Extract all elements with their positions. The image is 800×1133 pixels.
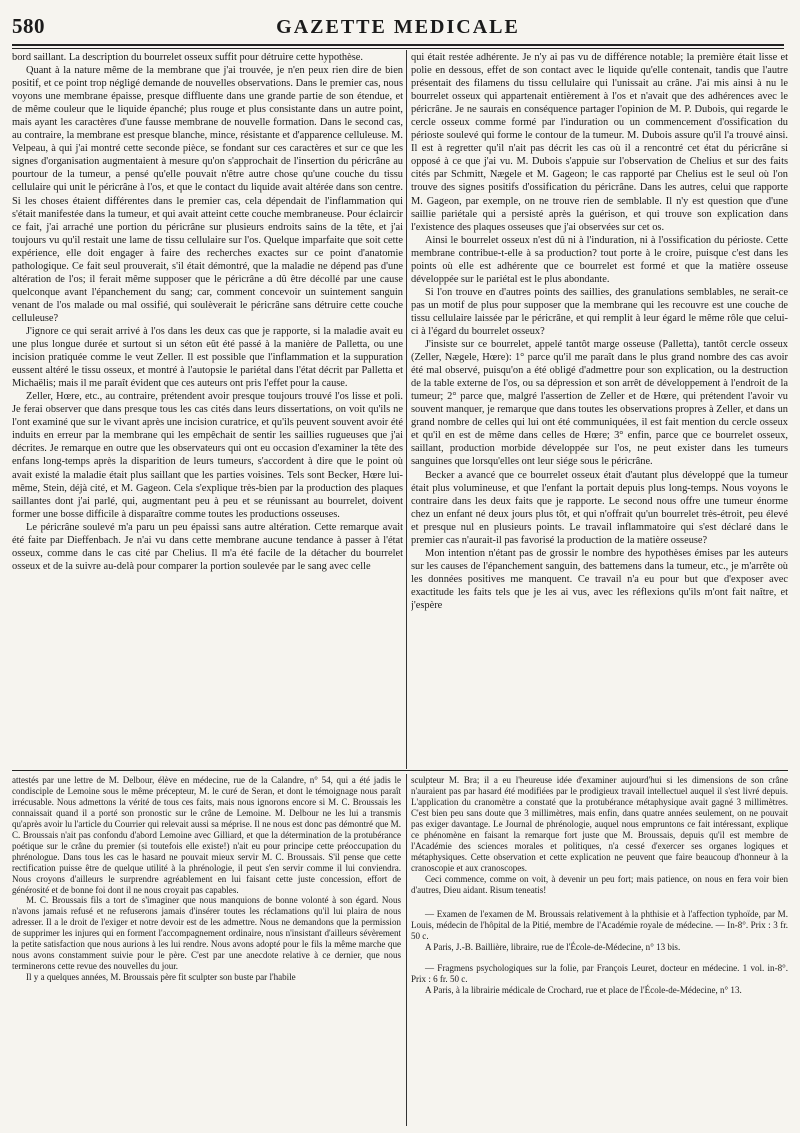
footer-column-right	[411, 775, 788, 1127]
footer-paragraph: Ceci commence, comme on voit, à devenir un peu fort; mais patience, on nous en fera voir bien d'autres, Dieu aidant. Risum teneatis!	[411, 873, 788, 895]
footer-paragraph: attestés par une lettre de M. Delbour, élève en médecine, rue de la Calandre, n° 54, qui a été jadis le condisciple de Lemoine sous le même précepteur, M. le curé de Seran, et dont le témoignage nous paraît irrécusable. Nous admettons la vérité de tous ces faits, mais nous ignorons encore si M. C. Broussais les connaissait quand il a porté son pronostic sur le crâne de Lemoine. M. Delbour ne les lui a transmis qu'après avoir lu l'article du Courrier qui relevait aussi sa méprise. Il ne nous est donc pas démontré que M. C. Broussais n'ait pas confondu d'abord Lemoine avec Gilliard, et que la détermination de la protubérance poétique sur le crâne du premier (si toutefois elle existe!) n'ait eu pour principe cette préoccupation du phrénologue. Dans tous les cas le hasard ne pouvait mieux servir M. C. Broussais. S'il pense que cette rectification puisse être de quelque utilité à la phrénologie, il peut s'en servir comme il lui conviendra. Nous croyons d'ailleurs le surprendre agréablement en lui faisant cette juste concession, effort de générosité et de bonne foi dont il ne nous croyait pas capables.	[12, 775, 401, 895]
page-header	[12, 14, 784, 44]
paragraph: bord saillant. La description du bourrelet osseux suffit pour détruire cette hypothèse.	[12, 52, 363, 63]
paragraph: Si l'on trouve en d'autres points des saillies, des granulations semblables, ne serait-ce pas un motif de plus pour supposer que la membrane qui les recouvre est une couche de tissu cellulaire laissée par le péricrâne, et qui remplit à leur égard le même rôle que celui-ci à l'égard du bourrelet osseux?	[411, 286, 788, 337]
page-number: 580	[12, 14, 45, 38]
footer-paragraph: sculpteur M. Bra; il a eu l'heureuse idée d'examiner aujourd'hui si les dimensions de son crâne n'auraient pas par hasard été modifiées par le prodigieux travail intellectuel auquel il s'est livré depuis. L'application du cranomètre a constaté que la protubérance métaphysique avait gagné 3 millimètres. C'est bien peu sans doute que 3 millimètres, mais enfin, dans quatre années seulement, on ne pouvait pas exiger davantage. Le Journal de phrénologie, auquel nous empruntons ce fait intéressant, explique ce phénomène en faisant la remarque fort juste que M. Broussais, depuis qu'il est membre de l'Académie des sciences morales et politiques, n'a cessé d'exercer ses organes logiques et métaphysiques. Cette observation et cette explication ne peuvent que faire beaucoup d'honneur à la cranoscopie et aux cranoscopes.	[411, 775, 788, 873]
column-divider	[406, 50, 407, 769]
main-column-left	[12, 51, 403, 768]
header-rule	[12, 44, 784, 46]
bibliography-publisher: A Paris, à la librairie médicale de Crochard, rue et place de l'École-de-Médecine, n° 13.	[425, 985, 742, 996]
paragraph: J'ignore ce qui serait arrivé à l'os dans les deux cas que je rapporte, si la maladie avait eu une plus longue durée et surtout si un séton eût été passé à la manière de Palletta, ou une incision pratiquée comme le veut Zeller. Il est possible que l'inflammation et la suppuration eussent altéré le tissu osseux, et montré à l'autopsie le pariétal dans l'état décrit par Palletta et Michaëlis; mais il me paraît évident que ces auteurs ont pris l'effet pour la cause.	[12, 325, 403, 390]
bibliography-entry: — Examen de l'examen de M. Broussais relativement à la phthisie et à l'affection typhoïde, par M. Louis, médecin de l'hôpital de la Pitié, membre de l'Académie royale de médecine. — In-8°. Prix : 3 fr. 50 c.	[411, 909, 788, 942]
paragraph: Le péricrâne soulevé m'a paru un peu épaissi sans autre altération. Cette remarque avait été faite par Dieffenbach. Je n'ai vu dans cette membrane aucune tendance à passer à l'état osseux, comme dans le cas cité par Chelius. Il m'a été facile de la détacher du bourrelet osseux et de la suivre au-delà pour comparer la portion soulevée par le sang avec celle	[12, 521, 403, 572]
footer-column-divider	[406, 774, 407, 1126]
paragraph: Ainsi le bourrelet osseux n'est dû ni à l'induration, ni à l'ossification du périoste. Cette membrane contribue-t-elle à sa production? tout porte à le croire, puisque c'est dans les points où elle est adhérente que ce bourrelet est formé et que la matière osseuse développée sur le pariétal est le plus abondante.	[411, 234, 788, 285]
footer-paragraph: M. C. Broussais fils a tort de s'imaginer que nous manquions de bonne volonté à son égard. Nous n'avons jamais refusé et ne refuserons jamais d'insérer toutes les réclamations qu'il lui plaira de nous adresser. Il a le droit de l'exiger et notre devoir est de les admettre. Nous ne demandons que la permission de supprimer les injures qui en forment l'accompagnement ordinaire, nous n'insistant d'ailleurs sévèrement la petite satisfaction que nous aurions à les lui rendre. Nous avons adopté pour le fils la même marche que nous avons constamment suivie pour le père. C'est par une anecdote relative à ce dernier, que nous terminerons cette revue des nouvelles du jour.	[12, 895, 401, 972]
paragraph: J'insiste sur ce bourrelet, appelé tantôt marge osseuse (Palletta), tantôt cercle osseux (Zeller, Nægele, Hœre): 1° parce qu'il me paraît dans le plus grand nombre des cas avoir été mal observé, puisqu'on a été obligé d'admettre pour son explication, ou la destruction de la table externe de l'os, ou sa dépression et son arrêt de développement à l'endroit de la tumeur; 2° parce que, malgré l'assertion de Zeller et de Hœre, qui prétendent l'avoir vu souvent manquer, je remarque que dans toutes les observations propres à Zeller, et dans un grand nombre de celles qui lui ont été communiquées, il est fait mention du cercle osseux et qu'il en est de même dans celles de Hœre; 3° enfin, parce que ce bourrelet osseux, saillant, production morbide développée sur l'os, ne peut exister dans les tumeurs sanguines que lorsqu'elles ont leur siége sous le péricrâne.	[411, 339, 788, 468]
footer-column-left	[12, 775, 401, 1127]
paragraph: qui était restée adhérente. Je n'y ai pas vu de différence notable; la première était lisse et polie en dessous, effet de son contact avec le liquide qu'elle contenait, tandis que l'autre présentait des filamens du tissu cellulaire qui l'unissait au crâne. J'ai mis ainsi à nu le bourrelet osseux qui appartenait entièrement à l'os et n'avait que des adhérences avec le péricrâne. Je ne saurais en conséquence partager l'opinion de M. P. Dubois, qui regarde le cercle osseux comme formé par l'induration ou un commencement d'ossification du périoste soulevé qui forme le contour de la tumeur. M. Dubois assure qu'il l'a trouvé ainsi. Il est à regretter qu'il n'ait pas décrit les cas où il a rencontré cet état du péricrâne si opposé à ce que j'ai vu. M. Dubois s'appuie sur l'observation de Chelius et sur des faits cités par Schmitt, Nægele et M. Gageon; le cas rapporté par Chelius est le seul où l'on trouve des signes positifs d'ossification du péricrâne. Dans les autres, celui que rapporte M. Gageon, par exemple, on ne trouve rien de semblable. Il n'y est question que d'une saillie pariétale qui a persisté après la guérison, et qui trouve son explication dans l'existence des plaques osseuses que j'ai observées sur cet os.	[411, 52, 788, 233]
bibliography-entry: — Fragmens psychologiques sur la folie, par François Leuret, docteur en médecine. 1 vol. in-8°. Prix : 6 fr. 50 c.	[411, 963, 788, 985]
main-column-right	[411, 51, 788, 768]
footer-paragraph: Il y a quelques années, M. Broussais père fit sculpter son buste par l'habile	[26, 972, 296, 983]
header-rule-thin	[12, 48, 784, 49]
bibliography	[411, 909, 788, 996]
bibliography-publisher: A Paris, J.-B. Baillière, libraire, rue de l'École-de-Médecine, n° 13 bis.	[425, 942, 681, 953]
journal-title: GAZETTE MEDICALE	[276, 16, 520, 38]
paragraph: Zeller, Hœre, etc., au contraire, prétendent avoir presque toujours trouvé l'os lisse et poli. Je ferai observer que dans presque tous les cas cités dans leurs dissertations, on voit qu'ils ne l'ont examiné que sur le vivant après une incision curatrice, et qu'ils peuvent souvent avoir été induits en erreur par la membrane qui les empêchait de sentir les saillies rugueuses que j'ai décrites. Je remarque en outre que les observateurs qui ont eu occasion d'examiner la tête des enfans long-temps après la disparition de leurs tumeurs, s'accordent à dire que le point où avait existé la maladie était plus saillant que les parties voisines. Tels sont Becker, Hœre lui-même, Stein, déjà cité, et M. Gageon. Cela s'explique très-bien par la production des plaques saillantes dont j'ai parlé, qui, augmentant peu à peu et se réunissant au bourrelet, doivent former une bosse difficile à disparaître comme toutes les productions osseuses.	[12, 391, 403, 520]
paragraph: Quant à la nature même de la membrane que j'ai trouvée, je n'en peux rien dire de bien positif, et ce point trop négligé demande de nouvelles observations. Dans le premier cas, nous voyons une membrane épaisse, presque diffluente dans une grande partie de son étendue, et de même couleur que le liquide épanché; plus rouge et plus consistante dans un autre point, mais ayant les caractères d'une fausse membrane de nouvelle formation. Dans le second cas, au contraire, la membrane est presque blanche, mince, résistante et d'apparence celluleuse. M. Velpeau, à qui j'ai montré cette seconde pièce, se fondant sur ces caractères et sur ce que les signes d'organisation augmentaient à mesure qu'on s'approchait de l'insertion du péricrâne au pourtour de la tumeur, a pensé qu'elle pouvait n'être autre chose qu'une couche du tissu cellulaire qui unit le péricrâne à l'os, et que le contact du liquide avait altérée dans son centre. Si les choses étaient différentes dans le premier cas, cela dépendait de l'inflammation qui s'était manifestée dans la tumeur, et qui avait atteint cette couche membraneuse. Pour éclaircir ce fait, j'ai arraché une portion du péricrâne sur plusieurs endroits sains de la tête, et j'ai toujours vu qu'il restait une lame de tissu cellulaire sur l'os. Quelque imparfaite que soit cette expérience, elle doit engager à faire des recherches exactes sur ce point d'anatomie pathologique. Ce fait seul prouverait, s'il était démontré, que la maladie ne dépend pas d'une altération de l'os; il ferait même supposer que le péricrâne a dû être décollé par une cause quelconque avant l'épanchement du sang; car, comment concevoir un suintement sanguin venant de l'os malade ou mal ossifié, qui soulèverait le péricrâne sans détruire cette couche celluleuse?	[12, 65, 403, 324]
feuilleton-rule	[12, 770, 788, 771]
paragraph: Mon intention n'étant pas de grossir le nombre des hypothèses émises par les auteurs sur les causes de l'épanchement sanguin, des battemens dans la tumeur, etc., je m'arrête où les données positives me manquent. Ce travail n'a eu pour but que d'exposer avec exactitude les faits tels que je les ai vus, avec les réflexions qu'ils m'ont fait naître, et j'espère	[411, 547, 788, 611]
paragraph: Becker a avancé que ce bourrelet osseux était d'autant plus développé que la tumeur était plus volumineuse, et que l'enfant la portait depuis plus long-temps. Nous voyons le contraire dans les deux faits que je rapporte. Le second nous offre une tumeur énorme chez un enfant né deux jours plus tôt, et qui n'offrait qu'un bourrelet très-étroit, peu élevé et presque nul en plusieurs points. Le travail inflammatoire qui s'est déclaré dans le premier cas n'aurait-il pas favorisé la production de la matière osseuse?	[411, 469, 788, 546]
